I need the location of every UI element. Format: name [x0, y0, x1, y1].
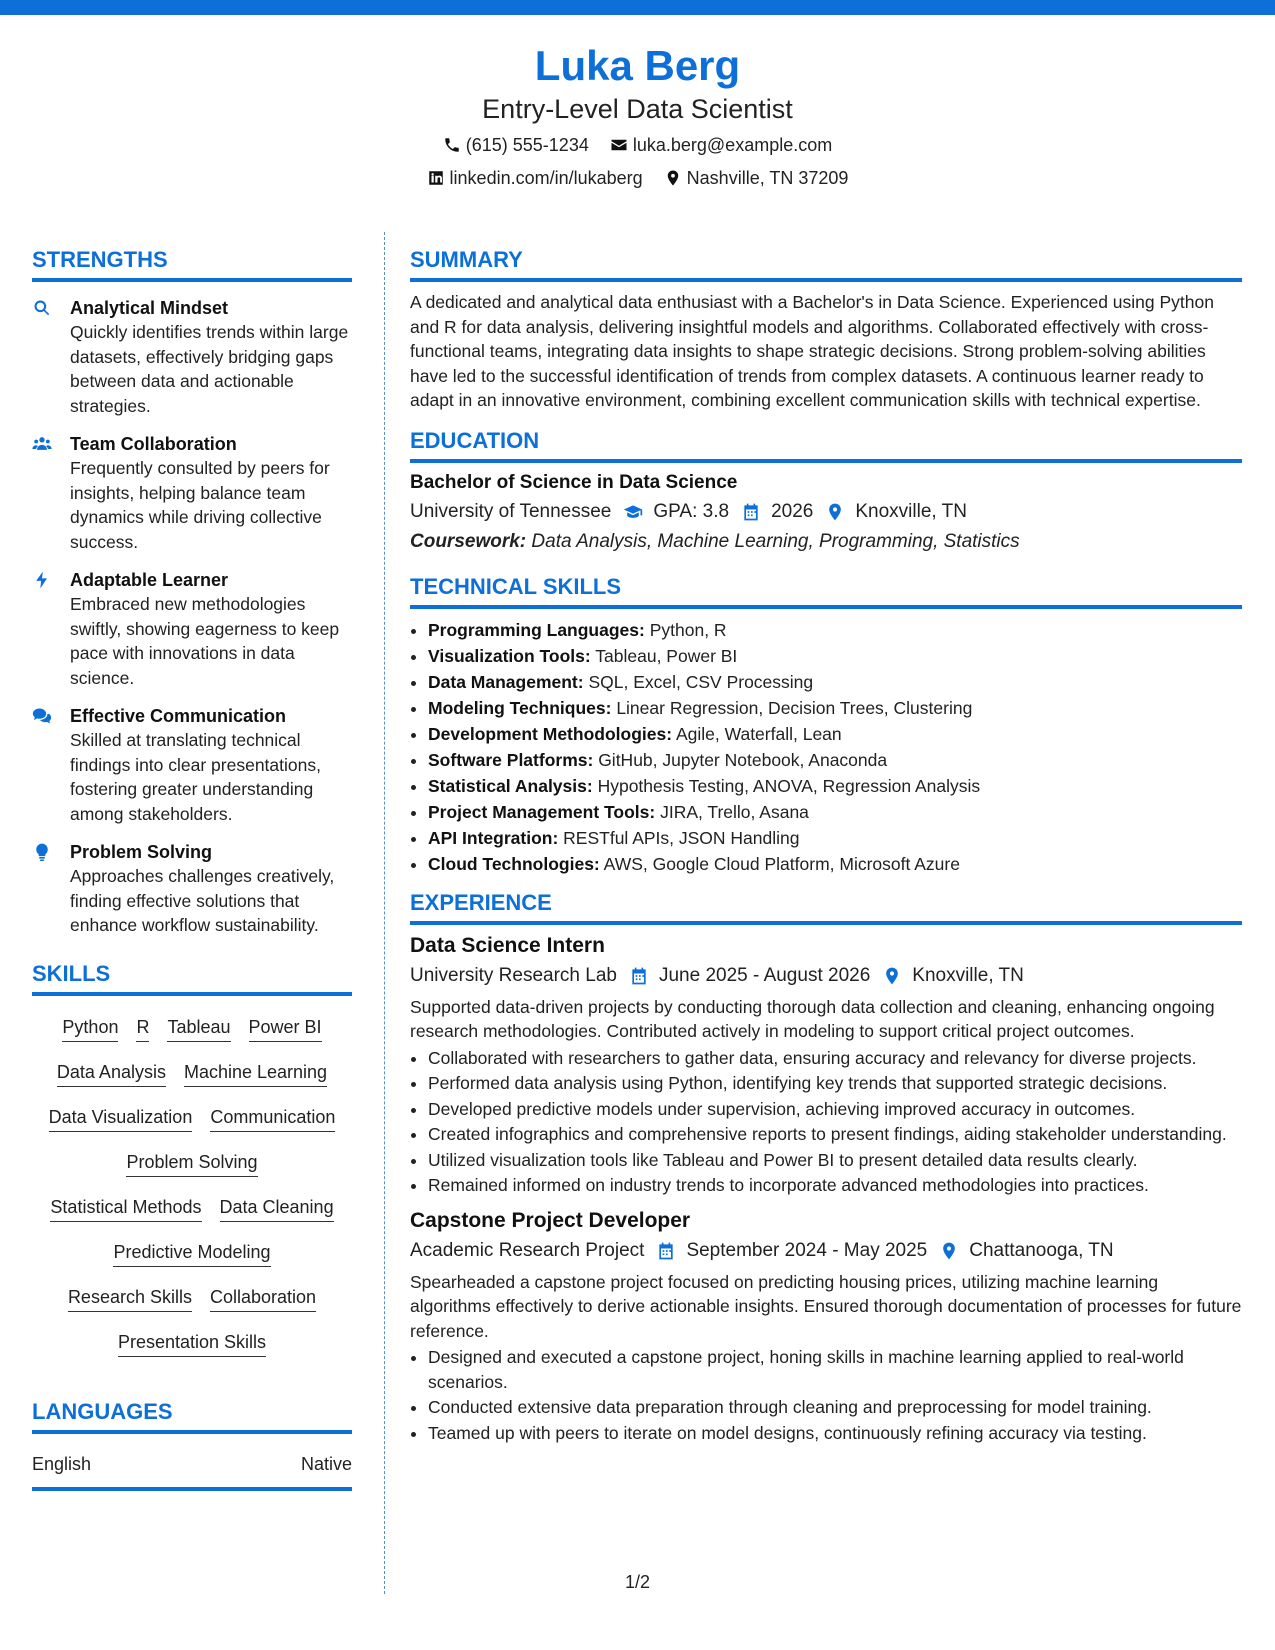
skill-label: Cloud Technologies: — [428, 853, 600, 874]
strength-title: Team Collaboration — [70, 434, 237, 454]
map-pin-icon — [939, 1241, 959, 1261]
skill-tag: Data Analysis — [57, 1061, 166, 1087]
job-bullets — [410, 1046, 1242, 1198]
strengths-heading: STRENGTHS — [32, 246, 352, 282]
skill-label: Statistical Analysis: — [428, 775, 593, 796]
strength-desc: Quickly identifies trends within large datasets, effectively bridging gaps between data and actionable strategies. — [70, 322, 349, 416]
left-column — [32, 246, 352, 1491]
job-entry — [410, 931, 1242, 1198]
job-location: Chattanooga, TN — [969, 1239, 1114, 1261]
gpa-text: GPA: 3.8 — [653, 500, 730, 522]
map-pin-icon — [882, 966, 902, 986]
strength-desc: Frequently consulted by peers for insights, helping balance team dynamics while driving collective success. — [70, 458, 330, 552]
skill-value: JIRA, Trello, Asana — [660, 801, 809, 822]
job-summary: Supported data-driven projects by conducting thorough data collection and cleaning, enhancing ongoing research methodologies. Contributed actively in modeling to support critical project outcomes. — [410, 996, 1215, 1041]
list-item — [428, 695, 1242, 721]
list-item — [428, 669, 1242, 695]
list-item — [428, 721, 1242, 747]
skill-tag: Collaboration — [210, 1286, 316, 1312]
strength-title: Problem Solving — [70, 842, 213, 862]
education-meta — [410, 497, 1242, 527]
skill-tag: Problem Solving — [126, 1151, 257, 1177]
list-item — [428, 643, 1242, 669]
phone-icon — [443, 136, 461, 154]
envelope-icon — [610, 136, 628, 154]
skill-tag: Predictive Modeling — [113, 1241, 270, 1267]
technical-skills-heading: TECHNICAL SKILLS — [410, 573, 1242, 609]
grad-year: 2026 — [771, 500, 814, 522]
page-number: 1/2 — [624, 1572, 651, 1592]
skill-value: Tableau, Power BI — [595, 645, 738, 666]
job-entry — [410, 1206, 1242, 1446]
job-org: Academic Research Project — [410, 1239, 645, 1261]
strength-item — [32, 296, 352, 418]
calendar-icon — [656, 1241, 676, 1261]
strength-item — [32, 432, 352, 554]
email-item[interactable] — [610, 130, 832, 160]
location-text: Nashville, TN 37209 — [686, 168, 849, 188]
skill-value: RESTful APIs, JSON Handling — [563, 827, 800, 848]
strength-item — [32, 704, 352, 826]
list-item — [428, 799, 1242, 825]
top-accent-bar — [0, 0, 1275, 15]
list-item — [428, 617, 1242, 643]
skill-label: Project Management Tools: — [428, 801, 656, 822]
list-item: • Remained informed on industry trends to incorporate advanced methodologies into practices. — [428, 1173, 1242, 1198]
job-meta — [410, 1236, 1242, 1266]
resume-header — [0, 40, 1275, 196]
skill-tag: Data Cleaning — [220, 1196, 334, 1222]
map-pin-icon — [664, 169, 682, 187]
skill-value: Python, R — [649, 619, 727, 640]
map-pin-icon — [825, 502, 845, 522]
list-item: • Developed predictive models under supervision, achieving improved accuracy in outcomes. — [428, 1097, 1242, 1122]
calendar-icon — [629, 966, 649, 986]
strength-title: Effective Communication — [70, 706, 287, 726]
skill-value: AWS, Google Cloud Platform, Microsoft Azure — [603, 853, 960, 874]
skill-tag: Power BI — [249, 1016, 322, 1042]
school-location: Knoxville, TN — [855, 500, 967, 522]
strength-item — [32, 840, 352, 938]
contact-row-2 — [0, 163, 1275, 196]
list-item: • Teamed up with peers to iterate on model designs, continuously refining accuracy via testing. — [428, 1421, 1242, 1446]
coursework-label: Coursework: — [410, 530, 527, 552]
skills-heading: SKILLS — [32, 960, 352, 996]
degree-title: Bachelor of Science in Data Science — [410, 471, 738, 493]
location-item — [664, 163, 849, 193]
school-name: University of Tennessee — [410, 500, 612, 522]
contact-row-1 — [0, 130, 1275, 163]
job-location: Knoxville, TN — [912, 964, 1024, 986]
skills-list — [32, 1002, 352, 1370]
list-item: • Utilized visualization tools like Tableau and Power BI to present detailed data results clearly. — [428, 1148, 1242, 1173]
list-item — [428, 773, 1242, 799]
coursework — [410, 527, 1242, 557]
education-heading: EDUCATION — [410, 427, 1242, 463]
linkedin-item[interactable] — [427, 163, 643, 193]
lightbulb-icon — [32, 842, 52, 862]
job-title: Capstone Project Developer — [410, 1208, 691, 1232]
list-item — [428, 747, 1242, 773]
job-bullets — [410, 1345, 1242, 1445]
skill-value: Linear Regression, Decision Trees, Clustering — [616, 697, 973, 718]
skill-tag: Machine Learning — [184, 1061, 327, 1087]
technical-skills-list — [410, 617, 1242, 877]
strength-desc: Approaches challenges creatively, finding effective solutions that enhance workflow sustainability. — [70, 866, 335, 935]
skill-tag: Research Skills — [68, 1286, 192, 1312]
column-divider — [384, 232, 385, 1594]
strength-item — [32, 568, 352, 690]
list-item: • Created infographics and comprehensive reports to present findings, aiding stakeholder understanding. — [428, 1122, 1242, 1147]
coursework-list: Data Analysis, Machine Learning, Programming, Statistics — [531, 530, 1020, 552]
skill-label: Programming Languages: — [428, 619, 645, 640]
job-meta — [410, 961, 1242, 991]
linkedin-text: linkedin.com/in/lukaberg — [449, 168, 643, 188]
job-title: Data Science Intern — [410, 933, 605, 957]
skill-tag: Data Visualization — [49, 1106, 193, 1132]
skill-label: Visualization Tools: — [428, 645, 591, 666]
skill-value: Hypothesis Testing, ANOVA, Regression Analysis — [597, 775, 981, 796]
skill-value: SQL, Excel, CSV Processing — [588, 671, 814, 692]
calendar-icon — [741, 502, 761, 522]
strength-title: Adaptable Learner — [70, 570, 229, 590]
skill-label: Data Management: — [428, 671, 584, 692]
list-item — [428, 825, 1242, 851]
language-name: English — [32, 1453, 92, 1474]
strength-title: Analytical Mindset — [70, 298, 229, 318]
list-item: • Collaborated with researchers to gather data, ensuring accuracy and relevancy for diverse projects. — [428, 1046, 1242, 1071]
skill-tag: Statistical Methods — [50, 1196, 201, 1222]
skill-tag: R — [136, 1016, 149, 1042]
skill-tag: Python — [62, 1016, 118, 1042]
linkedin-icon — [427, 169, 445, 187]
users-icon — [32, 434, 52, 454]
experience-heading: EXPERIENCE — [410, 889, 1242, 925]
list-item: • Designed and executed a capstone project, honing skills in machine learning applied to real-world scenarios. — [428, 1345, 1242, 1394]
skill-tag: Tableau — [167, 1016, 230, 1042]
candidate-name: Luka Berg — [534, 42, 741, 89]
skill-label: Software Platforms: — [428, 749, 594, 770]
bolt-icon — [32, 570, 52, 590]
language-level: Native — [300, 1453, 352, 1474]
list-item — [428, 851, 1242, 877]
summary-text: A dedicated and analytical data enthusiast with a Bachelor's in Data Science. Experienced using Python and R for data analysis, delivering insightful models and algorithms. Collaborated effectively with cross-functional teams, integrating data insights to shape strategic decisions. Strong problem-solving abilities have led to the successful identification of trends from complex datasets. A continuous learner ready to adapt in an innovative environment, combining excellent communication skills with technical expertise. — [410, 292, 1214, 410]
email-text: luka.berg@example.com — [632, 135, 833, 155]
candidate-title: Entry-Level Data Scientist — [482, 94, 793, 124]
strength-desc: Embraced new methodologies swiftly, showing eagerness to keep pace with innovations in data science. — [70, 594, 340, 688]
languages-heading: LANGUAGES — [32, 1398, 352, 1434]
phone-item — [443, 130, 589, 160]
graduation-cap-icon — [623, 502, 643, 522]
skill-label: Development Methodologies: — [428, 723, 673, 744]
list-item: • Performed data analysis using Python, identifying key trends that supported strategic decisions. — [428, 1071, 1242, 1096]
skill-label: Modeling Techniques: — [428, 697, 612, 718]
list-item: • Conducted extensive data preparation through cleaning and preprocessing for model training. — [428, 1395, 1242, 1420]
right-column — [410, 246, 1242, 1446]
skill-tag: Communication — [210, 1106, 335, 1132]
job-org: University Research Lab — [410, 964, 617, 986]
language-row — [32, 1454, 352, 1491]
skill-value: Agile, Waterfall, Lean — [675, 723, 842, 744]
skill-value: GitHub, Jupyter Notebook, Anaconda — [598, 749, 888, 770]
comments-icon — [32, 706, 52, 726]
summary-heading: SUMMARY — [410, 246, 1242, 282]
strength-desc: Skilled at translating technical findings into clear presentations, fostering greater understanding among stakeholders. — [70, 730, 321, 824]
skill-tag: Presentation Skills — [118, 1331, 266, 1357]
job-summary: Spearheaded a capstone project focused on predicting housing prices, utilizing machine learning algorithms effectively to derive actionable insights. Ensured thorough documentation of processes for future reference. — [410, 1271, 1242, 1341]
phone-text: (615) 555-1234 — [465, 135, 589, 155]
skill-label: API Integration: — [428, 827, 559, 848]
job-dates: September 2024 - May 2025 — [686, 1239, 928, 1261]
search-icon — [32, 298, 52, 318]
job-dates: June 2025 - August 2026 — [658, 964, 871, 986]
